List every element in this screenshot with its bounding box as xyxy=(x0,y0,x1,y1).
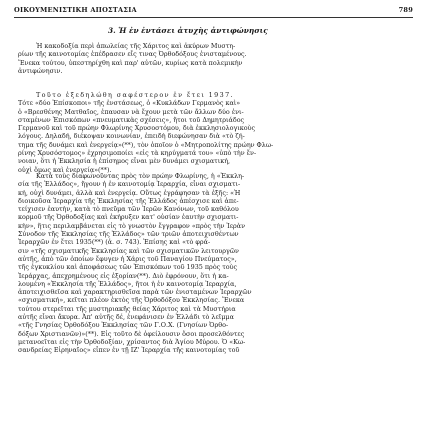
text-line: λόγους. Δηλαδή, διέκοψαν κοινωνίαν, ἐπειδὴ διεφώνησαν διὰ «τὸ ζή- xyxy=(18,132,245,141)
text-line: ρίων τῆς καινοτομίας ἐπέδρασεν εἴς τινας Ὀρθοδόξους ἐνισταμένους. xyxy=(18,50,247,59)
text-line: Γερμανοῦ καὶ τοῦ πρώην Φλωρίνης Χρυσοστόμου, διὰ ἐκκλησιολογικοὺς xyxy=(18,124,256,133)
paragraph-2 xyxy=(18,91,410,174)
text-line: Σύνοδον τῆς Ἐκκλησίας τῆς Ἑλλάδος» τῶν τριῶν ἀποτειχισθέντων xyxy=(18,230,239,239)
page-number: 789 xyxy=(398,6,413,14)
text-line: Τοῦτο ἐξεδηλώθη σαφέστερον ἐν ἔτει 1937. xyxy=(36,91,234,99)
section-heading: 3. Ἡ ἐν ἐντάσει ἀτυχὴς ἀντιφώνησις xyxy=(108,26,268,35)
text-line: Ἕνεκα τούτου, ὑπεστηρίχθη καὶ παρ' αὐτῶν, κυρίως κατὰ πολεμικὴν xyxy=(18,58,243,67)
header-rule xyxy=(14,17,413,18)
text-line: ὁ «Βρεσθένης Ματθαῖος, ἐπαυσαν νὰ ἔχουν μετὰ τῶν ἄλλων δύο ἐνι- xyxy=(18,107,244,116)
text-line: τῆς ἐγκυκλίου καὶ ἀποφάσεως τῶν Ἐπισκόπων τοῦ 1935 πρὸς τοὺς xyxy=(18,263,238,272)
running-header xyxy=(14,6,413,16)
text-line: σταμένων Ἐπισκόπων «πνευματικὰς σχέσεις», ἤτοι τοῦ Δημητριάδος xyxy=(18,115,245,124)
text-line: «σχισματική», κεῖται πλέον ἐκτὸς τῆς Ὀρθοδόξου Ἐκκλησίας. Ἕνεκα xyxy=(18,296,245,305)
text-line: Ἡ κακοδοξία περὶ ἀπωλείας τῆς Χάριτος καὶ ἀκύρων Μυστη- xyxy=(36,42,236,50)
text-line: οὐχὶ ὅμως καὶ ἐνεργείᾳ»(**). xyxy=(18,165,112,174)
text-line: ἀποτειχισθεῖσα καὶ χαρακτηρισθεῖσα παρὰ τῶν ἐνισταμένων Ἱεραρχῶν xyxy=(18,288,252,297)
text-line: δόξων Χριστιανῶν)»(**). Εἰς τοῦτο δὲ ὀφείλουσιν ὅσοι προσελθόντες xyxy=(18,329,245,338)
text-line: λουμένη «Ἐκκλησία τῆς Ἑλλάδος», ἤτοι ἡ ἐν καινοτομίᾳ Ἱεραρχία, xyxy=(18,279,237,288)
text-line: σία τῆς Ἑλλάδος», ἤγουν ἡ ἐν καινοτομίᾳ Ἱεραρχία, εἶναι σχισματι- xyxy=(18,180,241,189)
paragraph-3 xyxy=(18,172,410,355)
text-line: ρίνης Χρυσόστομος» ἐχρησιμοποίει «εἰς τὰ κηρύγματά του» «ὑπὸ τὴν ἔν- xyxy=(18,149,257,158)
text-line: Ἱεραρχῶν ἐν ἔτει 1935(**) (ἀ. σ. 743). Ἐπίσης καὶ «τὸ φρά- xyxy=(18,238,211,247)
text-line: Τότε «δύο Ἐπίσκοποι» τῆς ἐνστάσεως, ὁ «Κυκλάδων Γερμανὸς καὶ» xyxy=(18,99,241,108)
text-line: Ἱεράρχας, ἀπεχρημένους εἰς ἐξορίαν(**). Διὸ ἐφρόνουν, ὅτι ἡ κα- xyxy=(18,271,229,280)
running-title: ΟΙΚΟΥΜΕΝΙΣΤΙΚΗ ΑΠΟΣΤΑΣΙΑ xyxy=(14,6,137,14)
text-line: κὴν», ἥτις περιλαμβάνεται εἰς τὸ γνωστὸν ἔγγραφον «πρὸς τὴν Ἱερὰν xyxy=(18,221,245,230)
text-line: ἀντιφώνησιν. xyxy=(18,66,63,75)
text-line: τείχισεν ἑαυτὴν, κατὰ τὸ πνεῦμα τῶν Ἱερῶν Κανόνων, τοῦ καθόλου xyxy=(18,205,239,214)
text-line: τούτου στερεῖται τῆς μυστηριακῆς θείας Χάριτος καὶ τὰ Μυστήρια xyxy=(18,304,236,313)
text-line: διοικοῦσα Ἱεραρχία τῆς Ἐκκλησίας τῆς Ἑλλάδος ἀπέσχισε καὶ ἀπε- xyxy=(18,196,239,205)
text-line: σανδρείας Εἰρηναῖος» εἶπεν ἐν τῇ ΙΖ' Ἱεραρχία τῆς καινοτομίας τοῦ xyxy=(18,346,240,355)
text-line: αὐτῆς, ἀπὸ τῶν ὁποίων ἔφυγεν ἡ Χάρις τοῦ Παναγίου Πνεύματος», xyxy=(18,254,237,263)
text-line: τημα τῆς δυνάμει καὶ ἐνεργείᾳ»(**), τὸν ὁποῖον ὁ «Μητροπολίτης πρώην Φλω- xyxy=(18,140,274,149)
text-line: «τῆς Γνησίας Ὀρθοδόξου Ἐκκλησίας τῶν Γ.Ο.Χ. (Γνησίων Ὀρθο- xyxy=(18,321,229,330)
text-line: νοιαν, ὅτι ἡ Ἐκκλησία ἡ ἐπίσημος εἶναι μὲν δυνάμει σχισματική, xyxy=(18,157,231,166)
text-line: αὐτῆς εἶναι ἄκυρα. Ἀπ' αὐτῆς δέ, ἐνεφάνισεν ἐν Ἑλλάδι τὸ λεῖμμα xyxy=(18,313,234,322)
text-line: κορμοῦ τῆς Ὀρθοδοξίας καὶ ἐκήρυξεν κατ' οὐσίαν ἑαυτὴν σχισματι- xyxy=(18,213,239,222)
text-line: μετανοεῖται εἰς τὴν Ὀρθοδοξίαν, χρίσαντος διὰ Ἁγίου Μύρου. Ὁ «Κω- xyxy=(18,337,246,346)
text-line: κή, οὐχὶ δυνάμει, ἀλλὰ καὶ ἐνεργείᾳ. Οὕτως ἐγράφησαν τὰ ἑξῆς: «Ἡ xyxy=(18,188,241,197)
text-line: σιν «τῆς σχισματικῆς Ἐκκλησίας καὶ τῶν σχισματικῶν λειτουργῶν xyxy=(18,246,239,255)
paragraph-1 xyxy=(18,42,410,75)
text-line: Κατὰ τοὺς διαφωνοῦντας πρὸς τὸν πρώην Φλωρίνης, ἡ «Ἐκκλη- xyxy=(36,172,245,180)
